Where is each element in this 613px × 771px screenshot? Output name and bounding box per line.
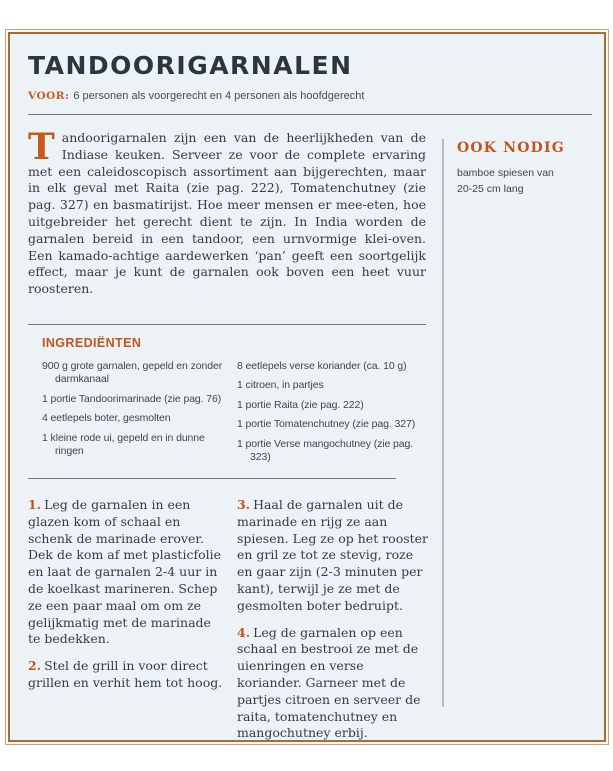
serves-line	[28, 89, 592, 104]
step-number: 1.	[28, 496, 42, 512]
ingredient-item: 1 portie Tomatenchutney (zie pag. 327)	[237, 418, 416, 431]
page-frame	[5, 29, 609, 745]
main-column	[28, 115, 429, 742]
step-number: 4.	[237, 624, 251, 640]
recipe-title: TANDOORIGARNALEN	[28, 51, 353, 80]
ingredient-item: 1 kleine rode ui, gepeld en in dunne ringen	[42, 431, 205, 458]
ingredient-item: 1 citroen, in partjes	[237, 379, 324, 392]
sidebar-divider	[442, 139, 444, 707]
ingredients-column-left	[42, 360, 223, 471]
intro-text: andoorigarnalen zijn een van de heerlijkheden van de Indiase keuken. Serveer ze voor de complete ervaring met een caleidoscopisch assortiment aan bijgerechten, maar in elk geval met Raita (zie pag. 222), Tomatenchutney (zie pag. 327) en basmatirijst. Hoe meer mensen er mee-eten, hoe uitgebreider het gerecht dient te zijn. In India worden de garnalen bereid in een tandoor, een urnvormige klei-oven. Een kamado-achtige aardewerken ‘pan’ geeft een soortgelijk effect, maar je kunt de garnalen ook boven een heet vuur roosteren.	[28, 130, 426, 297]
ingredients-bottom-rule	[28, 478, 396, 479]
ingredient-item: 1 portie Verse mangochutney (zie pag. 323)	[237, 437, 414, 464]
steps-column-left	[28, 497, 223, 742]
ingredients-title: INGREDIËNTEN	[42, 335, 142, 350]
also-needed-text: bamboe spiesen van 20-25 cm lang	[457, 167, 554, 195]
step-4	[237, 625, 430, 742]
ingredient-item: 900 g grote garnalen, gepeld en zonder darmkanaal	[42, 359, 223, 386]
step-text: Stel de grill in voor direct grillen en verhit hem tot hoog.	[28, 658, 223, 690]
ingredient-item: 1 portie Tandoorimarinade (zie pag. 76)	[42, 392, 222, 405]
step-text: Haal de garnalen uit de marinade en rijg ze aan spiesen. Leg ze op het rooster en gril ze tot ze stevig, roze en gaar zijn (2-3 minuten per kant), terwijl je ze met de gesmolten boter bedruipt.	[237, 496, 429, 613]
ingredients-columns	[42, 360, 426, 471]
step-3	[237, 497, 430, 615]
ingredient-item: 4 eetlepels boter, gesmolten	[42, 412, 171, 425]
intro-paragraph	[28, 126, 426, 298]
also-needed-title: OOK NODIG	[457, 140, 565, 156]
ingredient-item: 8 eetlepels verse koriander (ca. 10 g)	[237, 359, 407, 372]
step-2	[28, 658, 223, 692]
step-1	[28, 497, 223, 648]
step-number: 2.	[28, 658, 42, 674]
recipe-page	[8, 32, 606, 742]
serves-text: 6 personen als voorgerecht en 4 personen als hoofdgerecht	[73, 90, 365, 102]
ingredients-column-right	[237, 360, 432, 471]
step-number: 3.	[237, 496, 251, 512]
content-row	[28, 115, 592, 742]
ingredient-item: 1 portie Raita (zie pag. 222)	[237, 398, 364, 411]
step-text: Leg de garnalen in een glazen kom of schaal en schenk de marinade erover. Dek de kom af met plasticfolie en laat de garnalen 2-4 uur in de koelkast marineren. Schep ze een paar maal om om ze gelijkmatig met de marinade te bedekken.	[28, 496, 221, 647]
ingredients-top-rule	[28, 324, 426, 325]
step-text: Leg de garnalen op een schaal en bestrooi ze met de uienringen en verse koriander. Garneer met de partjes citroen en serveer de raita, tomatenchutney en mangochutney erbij.	[237, 624, 421, 741]
steps-column-right	[237, 497, 430, 742]
drop-cap: T	[28, 126, 55, 168]
instructions-section	[28, 496, 429, 742]
also-needed-sidebar	[444, 115, 569, 197]
ingredients-section	[28, 336, 426, 471]
serves-label: VOOR:	[28, 90, 70, 102]
